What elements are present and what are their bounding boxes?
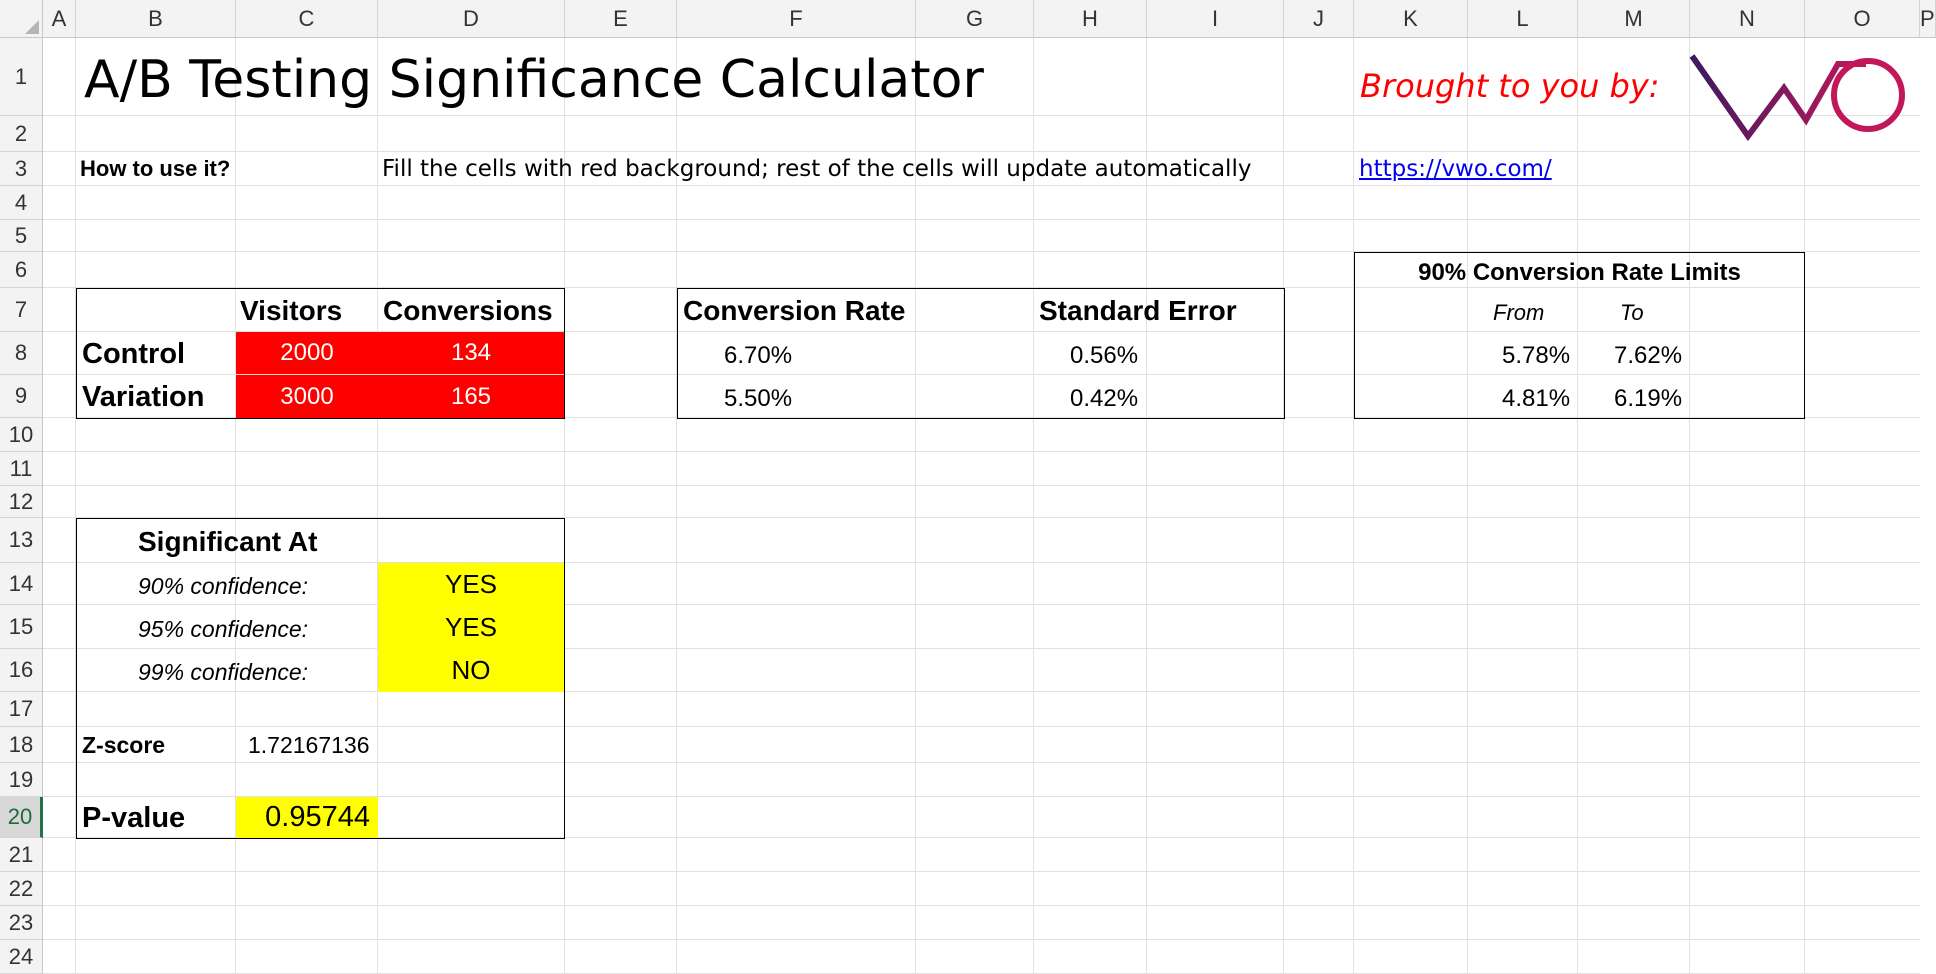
vwo-logo-icon	[1690, 50, 1915, 142]
how-to-label[interactable]: How to use it?	[80, 156, 231, 181]
control-to[interactable]: 7.62%	[1614, 342, 1683, 369]
column-header-p[interactable]: P	[1920, 0, 1936, 38]
row-header-12[interactable]: 12	[0, 486, 43, 518]
column-header-d[interactable]: D	[378, 0, 565, 38]
gridline-vertical	[1804, 38, 1805, 974]
row-header-2[interactable]: 2	[0, 116, 43, 152]
row-header-23[interactable]: 23	[0, 906, 43, 940]
gridline-horizontal	[43, 251, 1920, 252]
row-header-21[interactable]: 21	[0, 838, 43, 872]
column-header-c[interactable]: C	[236, 0, 378, 38]
conversion-rate-header[interactable]: Conversion Rate	[683, 295, 906, 326]
row-header-24[interactable]: 24	[0, 940, 43, 974]
variation-error[interactable]: 0.42%	[1070, 385, 1139, 412]
row-header-6[interactable]: 6	[0, 252, 43, 288]
column-header-g[interactable]: G	[916, 0, 1034, 38]
column-header-i[interactable]: I	[1147, 0, 1284, 38]
row-header-18[interactable]: 18	[0, 727, 43, 763]
limits-title[interactable]: 90% Conversion Rate Limits	[1418, 259, 1741, 286]
gridline-horizontal	[43, 485, 1920, 486]
row-header-22[interactable]: 22	[0, 872, 43, 906]
row-header-1[interactable]: 1	[0, 38, 43, 116]
control-error[interactable]: 0.56%	[1070, 342, 1139, 369]
variation-label[interactable]: Variation	[82, 380, 205, 413]
row-header-8[interactable]: 8	[0, 332, 43, 375]
select-all-corner[interactable]	[0, 0, 43, 38]
variation-visitors-input[interactable]: 3000	[236, 375, 378, 418]
column-header-l[interactable]: L	[1468, 0, 1578, 38]
column-header-a[interactable]: A	[43, 0, 76, 38]
zscore-value[interactable]: 1.72167136	[248, 731, 370, 758]
limits-to-header[interactable]: To	[1620, 300, 1644, 325]
row-header-7[interactable]: 7	[0, 288, 43, 332]
gridline-vertical	[75, 38, 76, 974]
gridline-horizontal	[43, 648, 1920, 649]
standard-error-header[interactable]: Standard Error	[1039, 295, 1237, 326]
control-conversions-input[interactable]: 134	[378, 332, 564, 374]
row-header-15[interactable]: 15	[0, 605, 43, 649]
confidence-95-label[interactable]: 95% confidence:	[138, 615, 309, 642]
column-header-o[interactable]: O	[1805, 0, 1920, 38]
gridline-horizontal	[43, 562, 1920, 563]
limits-from-header[interactable]: From	[1493, 300, 1545, 325]
significant-at-title[interactable]: Significant At	[138, 526, 318, 557]
zscore-label[interactable]: Z-score	[82, 731, 166, 758]
column-header-b[interactable]: B	[76, 0, 236, 38]
column-header-h[interactable]: H	[1034, 0, 1147, 38]
control-from[interactable]: 5.78%	[1502, 342, 1571, 369]
vwo-link[interactable]: https://vwo.com/	[1359, 156, 1552, 182]
row-header-4[interactable]: 4	[0, 186, 43, 220]
row-header-9[interactable]: 9	[0, 375, 43, 418]
column-header-j[interactable]: J	[1284, 0, 1354, 38]
row-header-19[interactable]: 19	[0, 763, 43, 797]
row-header-3[interactable]: 3	[0, 152, 43, 186]
column-header-m[interactable]: M	[1578, 0, 1690, 38]
row-header-14[interactable]: 14	[0, 563, 43, 605]
pvalue-label[interactable]: P-value	[82, 801, 186, 834]
gridline-horizontal	[43, 517, 1920, 518]
gridline-horizontal	[43, 939, 1920, 940]
confidence-90-result[interactable]: YES	[378, 563, 564, 605]
gridline-vertical	[1353, 38, 1354, 974]
row-header-20[interactable]: 20	[0, 797, 43, 838]
visitors-header[interactable]: Visitors	[240, 295, 343, 326]
row-header-16[interactable]: 16	[0, 649, 43, 692]
confidence-95-result[interactable]: YES	[378, 605, 564, 649]
row-header-13[interactable]: 13	[0, 518, 43, 563]
control-visitors-input[interactable]: 2000	[236, 332, 378, 374]
vwo-logo	[1690, 50, 1915, 142]
column-header-f[interactable]: F	[677, 0, 916, 38]
column-header-n[interactable]: N	[1690, 0, 1805, 38]
brought-by-text[interactable]: Brought to you by:	[1360, 67, 1660, 105]
row-header-17[interactable]: 17	[0, 692, 43, 727]
confidence-99-result[interactable]: NO	[378, 649, 564, 692]
column-header-k[interactable]: K	[1354, 0, 1468, 38]
variation-conversions-input[interactable]: 165	[378, 375, 564, 418]
page-title[interactable]: A/B Testing Significance Calculator	[84, 50, 984, 110]
gridline-vertical	[1577, 38, 1578, 974]
gridline-horizontal	[43, 604, 1920, 605]
column-header-e[interactable]: E	[565, 0, 677, 38]
gridline-horizontal	[43, 871, 1920, 872]
row-header-10[interactable]: 10	[0, 418, 43, 452]
gridline-vertical	[1283, 38, 1284, 974]
gridline-horizontal	[43, 219, 1920, 220]
gridline-vertical	[1689, 38, 1690, 974]
control-label[interactable]: Control	[82, 337, 186, 370]
control-rate[interactable]: 6.70%	[724, 342, 793, 369]
gridline-horizontal	[43, 905, 1920, 906]
row-header-11[interactable]: 11	[0, 452, 43, 486]
row-header-5[interactable]: 5	[0, 220, 43, 252]
pvalue-result[interactable]: 0.95744	[236, 797, 378, 838]
conversions-header[interactable]: Conversions	[383, 295, 553, 326]
gridline-horizontal	[43, 451, 1920, 452]
confidence-90-label[interactable]: 90% confidence:	[138, 572, 309, 599]
gridline-horizontal	[43, 691, 1920, 692]
confidence-99-label[interactable]: 99% confidence:	[138, 658, 309, 685]
variation-rate[interactable]: 5.50%	[724, 385, 793, 412]
variation-from[interactable]: 4.81%	[1502, 385, 1571, 412]
variation-to[interactable]: 6.19%	[1614, 385, 1683, 412]
how-to-text[interactable]: Fill the cells with red background; rest of the cells will update automatically	[382, 156, 1252, 182]
